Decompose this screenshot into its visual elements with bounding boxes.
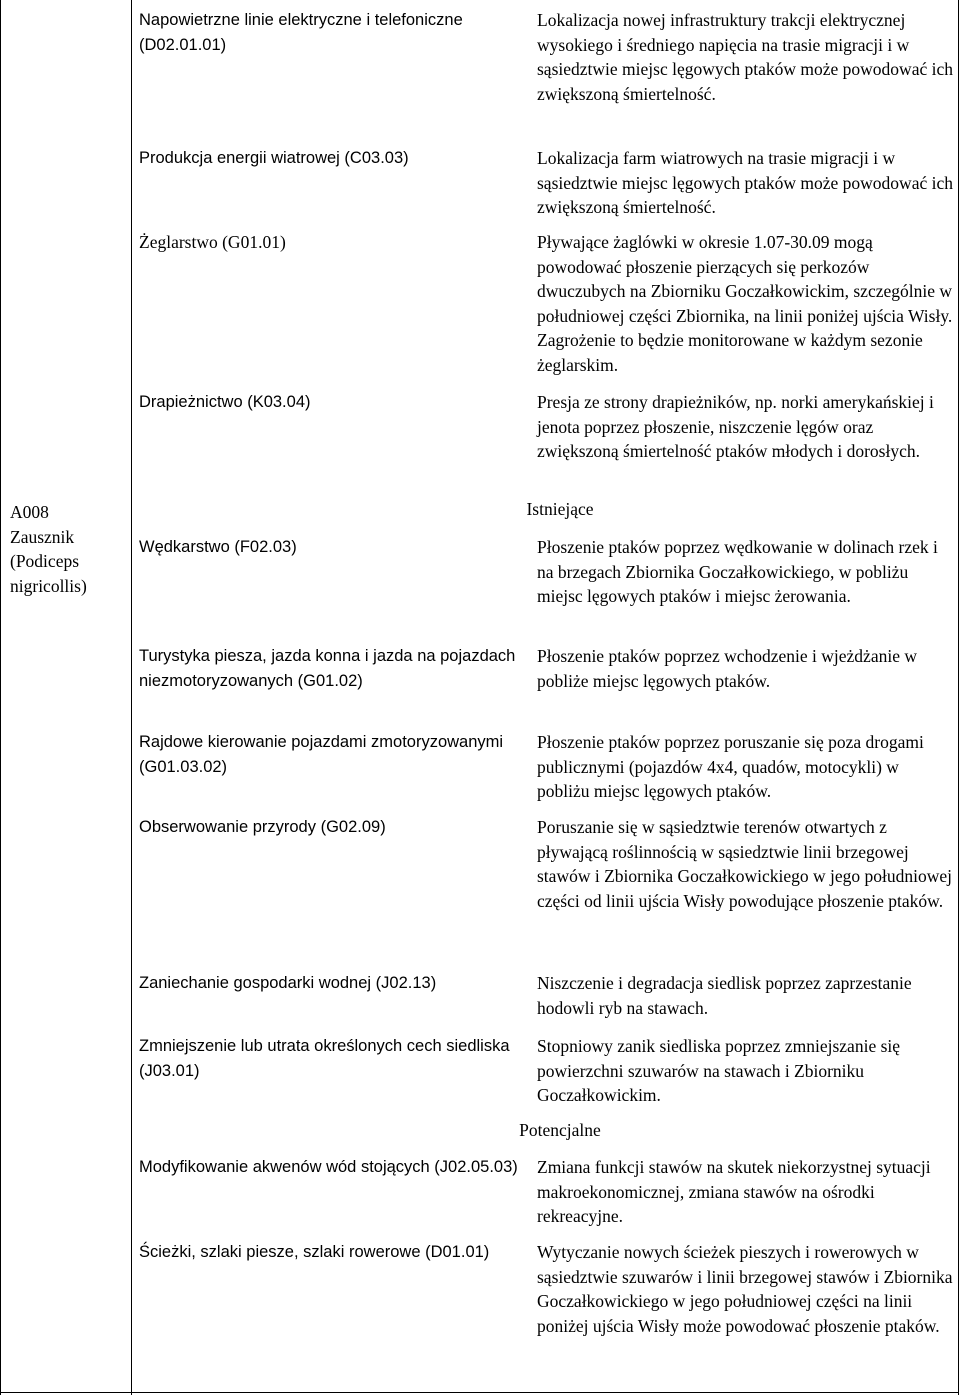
description-cell: Stopniowy zanik siedliska poprzez zmniejszanie się powierzchni szuwarów na stawach i Zbiorniku Goczałkowickim. <box>537 1036 901 1105</box>
threat-cell: Rajdowe kierowanie pojazdami zmotoryzowanymi (G01.03.02) <box>139 733 504 776</box>
threat-cell: Obserwowanie przyrody (G02.09) <box>139 818 386 836</box>
threat-cell: Wędkarstwo (F02.03) <box>139 538 297 556</box>
table-border-left <box>0 0 1 1395</box>
table-divider-species <box>131 0 132 1395</box>
description-cell: Płoszenie ptaków poprzez wędkowanie w dolinach rzek i na brzegach Zbiornika Goczałkowickiego, w pobliżu miejsc lęgowych ptaków i miejsc żerowania. <box>537 537 938 606</box>
description-cell: Płoszenie ptaków poprzez poruszanie się poza drogami publicznymi (pojazdów 4x4, quadów, motocykli) w pobliżu miejsc lęgowych ptaków. <box>537 732 924 801</box>
description-cell: Płoszenie ptaków poprzez wchodzenie i wjeżdżanie w pobliże miejsc lęgowych ptaków. <box>537 646 917 691</box>
table-border-right <box>958 0 959 1395</box>
threat-cell: Zmniejszenie lub utrata określonych cech siedliska (J03.01) <box>139 1037 510 1080</box>
threat-cell: Zaniechanie gospodarki wodnej (J02.13) <box>139 974 437 992</box>
description-cell: Zmiana funkcji stawów na skutek niekorzystnej sytuacji makroekonomicznej, zmiana stawów na ośrodki rekreacyjne. <box>537 1157 931 1226</box>
description-cell: Pływające żaglówki w okresie 1.07-30.09 mogą powodować płoszenie pierzących się perkozów dwuczubych na Zbiorniku Goczałkowickim, szczególnie w południowej części Zbiornika, na linii poniżej ujścia Wisły. Zagrożenie to będzie monitorowane w każdym sezonie żeglarskim. <box>537 232 953 375</box>
threat-cell: Żeglarstwo (G01.01) <box>139 232 286 252</box>
species-cell <box>10 500 120 598</box>
species-latin-name: (Podiceps nigricollis) <box>10 551 87 596</box>
subheader-potential: Potencjalne <box>519 1120 601 1140</box>
table-border-bottom <box>0 1392 959 1393</box>
description-cell: Niszczenie i degradacja siedlisk poprzez zaprzestanie hodowli ryb na stawach. <box>537 973 912 1018</box>
description-cell: Poruszanie się w sąsiedztwie terenów otwartych z pływającą roślinnością w sąsiedztwie linii brzegowej stawów i Zbiornika Goczałkowickiego w jego południowej części od linii ujścia Wisły powodujące płoszenie ptaków. <box>537 817 953 911</box>
description-cell: Presja ze strony drapieżników, np. norki amerykańskiej i jenota poprzez płoszenie, niszczenie lęgów oraz zwiększoną śmiertelność ptaków młodych i dorosłych. <box>537 392 934 461</box>
threat-cell: Napowietrzne linie elektryczne i telefoniczne (D02.01.01) <box>139 11 463 54</box>
description-cell: Lokalizacja farm wiatrowych na trasie migracji i w sąsiedztwie miejsc lęgowych ptaków może powodować ich zwiększoną śmiertelność. <box>537 148 953 217</box>
species-name: Zausznik <box>10 526 75 547</box>
threat-cell: Drapieżnictwo (K03.04) <box>139 393 311 411</box>
species-code: A008 <box>10 502 49 522</box>
description-cell: Wytyczanie nowych ścieżek pieszych i rowerowych w sąsiedztwie szuwarów i linii brzegowej stawów i Zbiornika Goczałkowickiego w jego południowej części na linii poniżej ujścia Wisły może powodować płoszenie ptaków. <box>537 1242 953 1336</box>
threat-cell: Produkcja energii wiatrowej (C03.03) <box>139 149 409 167</box>
threat-cell: Ścieżki, szlaki piesze, szlaki rowerowe (D01.01) <box>139 1243 490 1261</box>
subheader-existing: Istniejące <box>526 499 594 519</box>
threat-cell: Turystyka piesza, jazda konna i jazda na pojazdach niezmotoryzowanych (G01.02) <box>139 647 516 690</box>
description-cell: Lokalizacja nowej infrastruktury trakcji elektrycznej wysokiego i średniego napięcia na trasie migracji i w sąsiedztwie miejsc lęgowych ptaków może powodować ich zwiększoną śmiertelność. <box>537 10 953 104</box>
threat-cell: Modyfikowanie akwenów wód stojących (J02.05.03) <box>139 1158 518 1176</box>
